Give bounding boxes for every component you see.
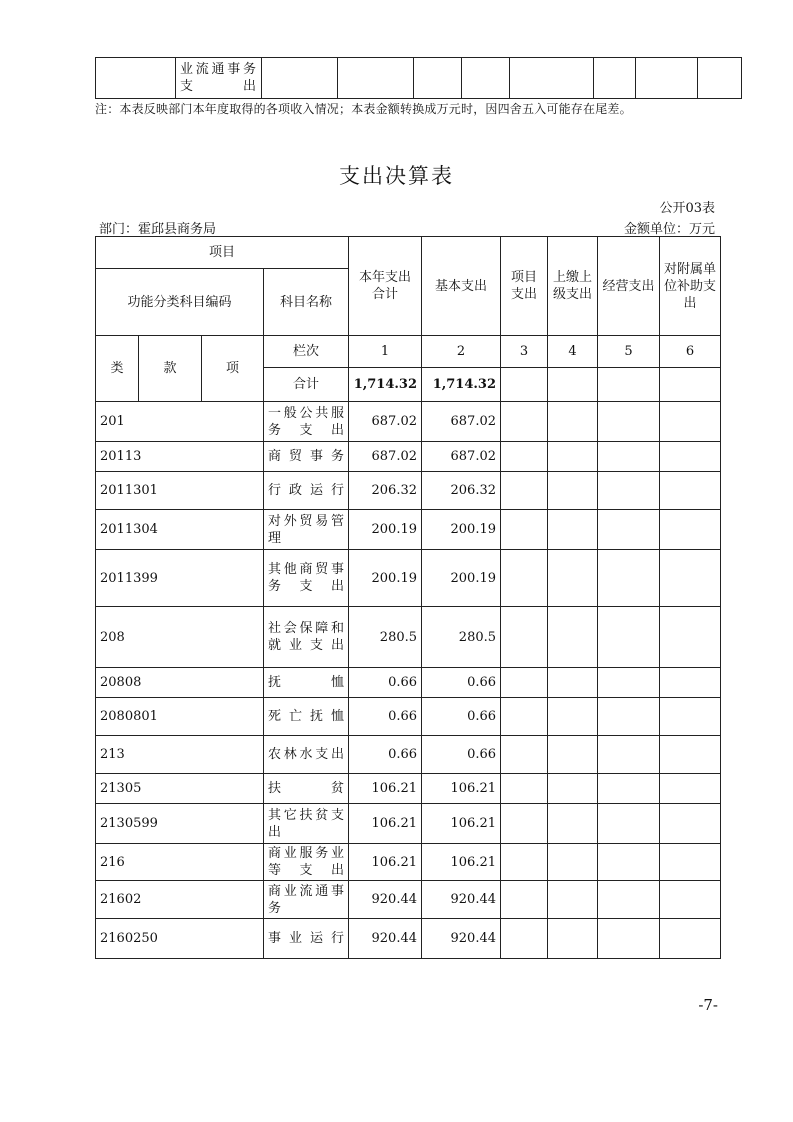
table-row	[96, 881, 721, 919]
amount-basic: 200.19	[422, 510, 501, 550]
subject-name: 行政运行	[264, 472, 349, 510]
col-num: 4	[548, 336, 598, 368]
subject-name: 一般公共服务支出	[264, 402, 349, 442]
subject-code: 2160250	[96, 919, 264, 959]
department-label: 部门：霍邱县商务局	[99, 222, 217, 237]
subject-name: 商贸事务	[264, 442, 349, 472]
amount-basic: 0.66	[422, 698, 501, 736]
header-row	[96, 237, 721, 269]
amount-total: 687.02	[349, 402, 422, 442]
amount-total: 920.44	[349, 919, 422, 959]
amount-basic: 920.44	[422, 881, 501, 919]
unit-label: 金额单位：万元	[623, 222, 715, 237]
table-row	[96, 804, 721, 844]
sum-label: 合计	[264, 368, 349, 402]
amount-basic: 206.32	[422, 472, 501, 510]
subject-name: 事业运行	[264, 919, 349, 959]
continuation-table	[95, 57, 742, 99]
table-row	[96, 698, 721, 736]
subject-name: 抚恤	[264, 668, 349, 698]
table-row	[96, 607, 721, 668]
amount-basic: 106.21	[422, 844, 501, 881]
amount-total: 106.21	[349, 844, 422, 881]
subject-code: 21602	[96, 881, 264, 919]
subject-code: 21305	[96, 774, 264, 804]
col-num: 5	[598, 336, 660, 368]
header-kuan: 款	[139, 336, 202, 402]
amount-basic: 687.02	[422, 402, 501, 442]
header-business: 经营支出	[598, 237, 660, 336]
subject-code: 201	[96, 402, 264, 442]
amount-total: 0.66	[349, 736, 422, 774]
continuation-label: 业流通事务支出	[176, 58, 262, 99]
amount-total: 106.21	[349, 804, 422, 844]
page-title: 支出决算表	[339, 164, 454, 188]
table-row	[96, 402, 721, 442]
table-row	[96, 510, 721, 550]
subject-name: 死亡抚恤	[264, 698, 349, 736]
table-row	[96, 774, 721, 804]
amount-total: 200.19	[349, 510, 422, 550]
amount-total: 920.44	[349, 881, 422, 919]
subject-name: 社会保障和就业支出	[264, 607, 349, 668]
table-row	[96, 844, 721, 881]
subject-name: 其他商贸事务支出	[264, 550, 349, 607]
header-basic: 基本支出	[422, 237, 501, 336]
subject-name: 商业流通事务	[264, 881, 349, 919]
amount-basic: 920.44	[422, 919, 501, 959]
subject-code: 2011301	[96, 472, 264, 510]
subject-code: 216	[96, 844, 264, 881]
subject-code: 213	[96, 736, 264, 774]
header-subject-name: 科目名称	[264, 269, 349, 336]
header-total: 本年支出合计	[349, 237, 422, 336]
table-row	[96, 472, 721, 510]
header-subsidy: 对附属单位补助支出	[660, 237, 721, 336]
column-number-row	[96, 336, 721, 368]
subject-name: 农林水支出	[264, 736, 349, 774]
amount-total: 0.66	[349, 668, 422, 698]
subject-code: 20113	[96, 442, 264, 472]
header-upper: 上缴上级支出	[548, 237, 598, 336]
amount-total: 687.02	[349, 442, 422, 472]
subject-code: 2130599	[96, 804, 264, 844]
amount-total: 106.21	[349, 774, 422, 804]
subject-name: 对外贸易管理	[264, 510, 349, 550]
table-row	[96, 668, 721, 698]
amount-basic: 106.21	[422, 774, 501, 804]
header-lei: 类	[96, 336, 139, 402]
header-func-code: 功能分类科目编码	[96, 269, 264, 336]
subject-code: 2011304	[96, 510, 264, 550]
subject-name: 商业服务业等支出	[264, 844, 349, 881]
amount-total: 200.19	[349, 550, 422, 607]
table-row	[96, 442, 721, 472]
table-row	[96, 550, 721, 607]
amount-basic: 200.19	[422, 550, 501, 607]
amount-basic: 0.66	[422, 736, 501, 774]
header-xiang: 项	[202, 336, 264, 402]
col-num: 3	[501, 336, 548, 368]
col-num: 6	[660, 336, 721, 368]
amount-basic: 280.5	[422, 607, 501, 668]
amount-total: 280.5	[349, 607, 422, 668]
subject-code: 2080801	[96, 698, 264, 736]
expenditure-table	[95, 236, 721, 959]
subject-code: 20808	[96, 668, 264, 698]
amount-basic: 0.66	[422, 668, 501, 698]
table-row	[96, 736, 721, 774]
table-row	[96, 58, 742, 99]
page-number: -7-	[698, 996, 718, 1014]
subject-name: 其它扶贫支出	[264, 804, 349, 844]
col-num: 2	[422, 336, 501, 368]
subject-code: 2011399	[96, 550, 264, 607]
table-row	[96, 919, 721, 959]
subject-name: 扶贫	[264, 774, 349, 804]
column-label: 栏次	[264, 336, 349, 368]
amount-total: 0.66	[349, 698, 422, 736]
amount-total: 206.32	[349, 472, 422, 510]
col-num: 1	[349, 336, 422, 368]
sum-basic: 1,714.32	[422, 368, 501, 402]
header-project: 项目	[96, 237, 349, 269]
form-number: 公开03表	[659, 201, 715, 216]
header-project-exp: 项目支出	[501, 237, 548, 336]
subject-code: 208	[96, 607, 264, 668]
sum-total: 1,714.32	[349, 368, 422, 402]
table-note: 注：本表反映部门本年度取得的各项收入情况；本表金额转换成万元时，因四舍五入可能存在尾差。	[95, 102, 632, 116]
amount-basic: 106.21	[422, 804, 501, 844]
amount-basic: 687.02	[422, 442, 501, 472]
